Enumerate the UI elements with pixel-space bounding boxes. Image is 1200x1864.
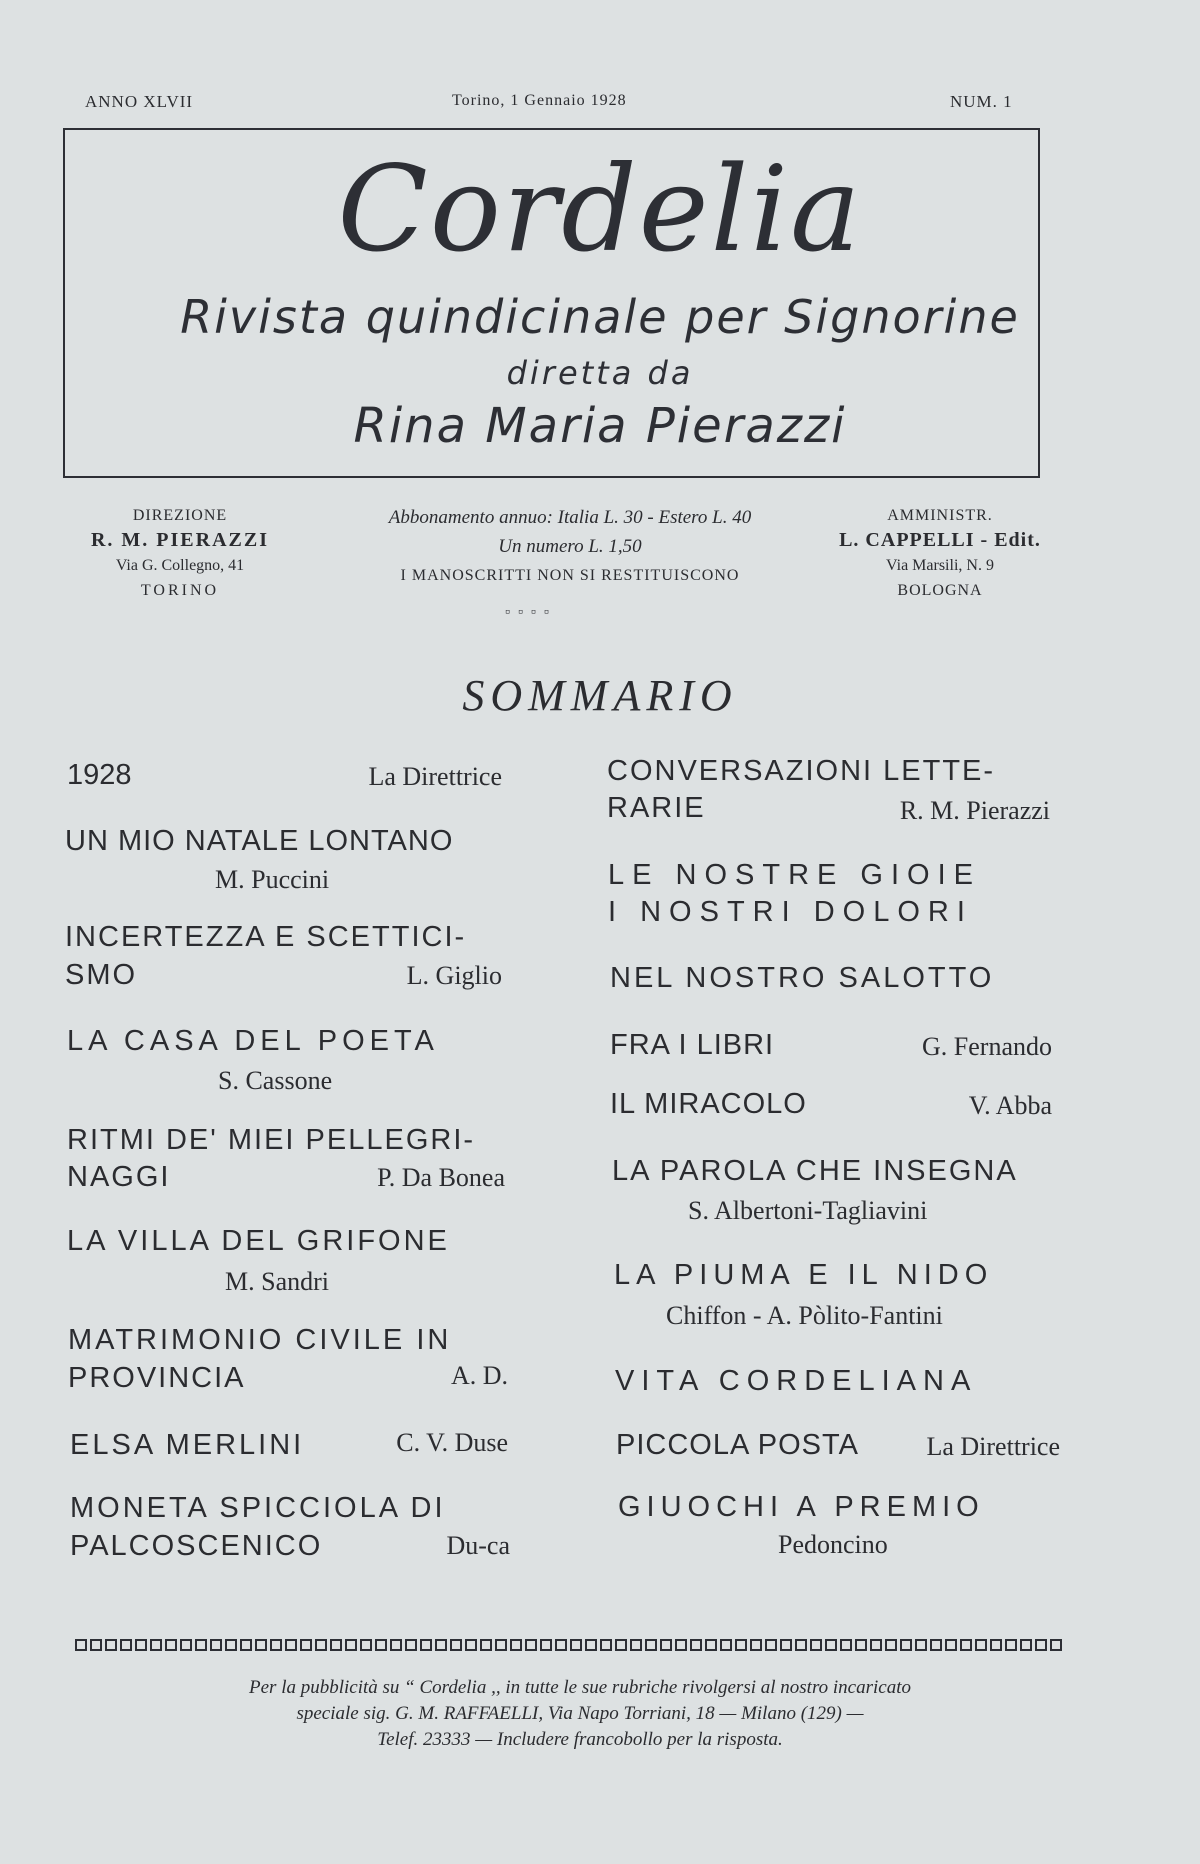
divider-square: [780, 1639, 792, 1651]
ad-line-1: Per la pubblicità su “ Cordelia ,, in tutte le sue rubriche rivolgersi al nostro incaricato: [249, 1677, 911, 1698]
magazine-subtitle: Rivista quindicinale per Signorine: [180, 290, 1020, 344]
ornament: ▫▫▫▫: [505, 605, 557, 620]
director-name: Rina Maria Pierazzi: [353, 398, 847, 454]
divider-square: [690, 1639, 702, 1651]
toc-item-title-cont: PALCOSCENICO: [70, 1530, 323, 1562]
amministrazione-block: [820, 503, 1060, 603]
issue-year: ANNO XLVII: [85, 92, 194, 111]
advertising-notice: [120, 1675, 1040, 1753]
square-divider: [75, 1638, 1065, 1658]
toc-item-title: MONETA SPICCIOLA DI: [70, 1492, 446, 1524]
directed-by: diretta da: [506, 354, 694, 392]
divider-square: [615, 1639, 627, 1651]
divider-square: [270, 1639, 282, 1651]
divider-square: [1050, 1639, 1062, 1651]
divider-square: [285, 1639, 297, 1651]
toc-item-title: FRA I LIBRI: [610, 1029, 775, 1061]
toc-item-title-cont: PROVINCIA: [68, 1362, 246, 1394]
subscription-price: Abbonamento annuo: Italia L. 30 - Estero L. 40: [388, 507, 752, 528]
amministrazione-city: BOLOGNA: [897, 582, 983, 599]
divider-square: [945, 1639, 957, 1651]
toc-item-author: M. Sandri: [225, 1267, 329, 1296]
divider-square: [645, 1639, 657, 1651]
divider-square: [855, 1639, 867, 1651]
toc-item-title: ELSA MERLINI: [70, 1429, 305, 1461]
amministrazione-label: AMMINISTR.: [887, 507, 993, 524]
toc-item-author: Chiffon - A. Pòlito-Fantini: [666, 1301, 943, 1330]
toc-item-author: S. Albertoni-Tagliavini: [688, 1196, 928, 1225]
sommario-heading: SOMMARIO: [462, 671, 738, 720]
divider-square: [105, 1639, 117, 1651]
divider-square: [450, 1639, 462, 1651]
divider-square: [885, 1639, 897, 1651]
divider-square: [315, 1639, 327, 1651]
divider-square: [915, 1639, 927, 1651]
divider-square: [810, 1639, 822, 1651]
divider-square: [795, 1639, 807, 1651]
direzione-city: TORINO: [140, 582, 220, 599]
divider-square: [960, 1639, 972, 1651]
toc-item-title-cont: I NOSTRI DOLORI: [608, 896, 973, 928]
ad-line-3: Telef. 23333 — Includere francobollo per la risposta.: [377, 1729, 783, 1750]
divider-square: [1020, 1639, 1032, 1651]
direzione-block: [60, 503, 300, 603]
divider-square: [675, 1639, 687, 1651]
ad-line-2: speciale sig. G. M. RAFFAELLI, Via Napo Torriani, 18 — Milano (129) —: [296, 1703, 864, 1724]
toc-item-title: NEL NOSTRO SALOTTO: [610, 962, 995, 994]
toc-item-title-cont: SMO: [65, 959, 138, 991]
toc-item-author: L. Giglio: [406, 961, 502, 990]
manuscripts-notice: I MANOSCRITTI NON SI RESTITUISCONO: [400, 567, 740, 584]
toc-item-author: P. Da Bonea: [377, 1163, 505, 1192]
divider-square: [165, 1639, 177, 1651]
toc-item-author: R. M. Pierazzi: [899, 796, 1050, 825]
divider-square: [495, 1639, 507, 1651]
toc-item-title: LA CASA DEL POETA: [67, 1025, 439, 1057]
divider-square: [525, 1639, 537, 1651]
divider-square: [765, 1639, 777, 1651]
toc-item-title: IL MIRACOLO: [610, 1088, 807, 1120]
issue-number: NUM. 1: [950, 92, 1013, 111]
divider-square: [930, 1639, 942, 1651]
toc-item-title: MATRIMONIO CIVILE IN: [68, 1324, 452, 1356]
toc-item-author: La Direttrice: [926, 1432, 1060, 1461]
toc-item-title: VITA CORDELIANA: [615, 1365, 978, 1397]
divider-square: [1035, 1639, 1047, 1651]
toc-item-title: GIUOCHI A PREMIO: [618, 1491, 985, 1523]
divider-square: [705, 1639, 717, 1651]
divider-square: [195, 1639, 207, 1651]
divider-square: [435, 1639, 447, 1651]
divider-square: [600, 1639, 612, 1651]
direzione-label: DIREZIONE: [132, 507, 228, 524]
magazine-title: Cordelia: [337, 140, 863, 278]
divider-square: [825, 1639, 837, 1651]
direzione-name: R. M. PIERAZZI: [90, 529, 269, 551]
divider-square: [465, 1639, 477, 1651]
toc-item-author: G. Fernando: [922, 1032, 1052, 1061]
divider-square: [630, 1639, 642, 1651]
amministrazione-address: Via Marsili, N. 9: [886, 557, 994, 574]
divider-square: [210, 1639, 222, 1651]
divider-square: [135, 1639, 147, 1651]
toc-item-author: Du-ca: [446, 1531, 510, 1560]
toc-item-title: 1928: [67, 759, 132, 791]
divider-square: [870, 1639, 882, 1651]
subscription-block: [300, 505, 840, 588]
toc-item-title: INCERTEZZA E SCETTICI-: [65, 921, 467, 953]
divider-square: [660, 1639, 672, 1651]
divider-square: [360, 1639, 372, 1651]
divider-square: [585, 1639, 597, 1651]
amministrazione-name: L. CAPPELLI - Edit.: [839, 529, 1041, 551]
divider-square: [345, 1639, 357, 1651]
divider-square: [420, 1639, 432, 1651]
divider-square: [330, 1639, 342, 1651]
divider-square: [90, 1639, 102, 1651]
divider-square: [735, 1639, 747, 1651]
toc-item-title: LA PAROLA CHE INSEGNA: [612, 1155, 1018, 1187]
direzione-address: Via G. Collegno, 41: [115, 557, 245, 574]
divider-square: [300, 1639, 312, 1651]
toc-item-title-cont: RARIE: [607, 792, 706, 824]
issue-date: Torino, 1 Gennaio 1928: [452, 92, 627, 109]
divider-square: [540, 1639, 552, 1651]
toc-item-title: LE NOSTRE GIOIE: [608, 859, 981, 891]
divider-square: [720, 1639, 732, 1651]
divider-square: [180, 1639, 192, 1651]
divider-square: [750, 1639, 762, 1651]
toc-item-title: PICCOLA POSTA: [616, 1429, 859, 1461]
divider-square: [120, 1639, 132, 1651]
toc-item-author: C. V. Duse: [396, 1428, 508, 1457]
divider-square: [480, 1639, 492, 1651]
toc-item-title: LA VILLA DEL GRIFONE: [67, 1225, 450, 1257]
divider-square: [255, 1639, 267, 1651]
divider-square: [405, 1639, 417, 1651]
toc-item-title: UN MIO NATALE LONTANO: [65, 825, 454, 857]
toc-item-author: V. Abba: [968, 1091, 1052, 1120]
toc-item-title: CONVERSAZIONI LETTE-: [607, 755, 996, 787]
toc-item-title: RITMI DE' MIEI PELLEGRI-: [67, 1124, 476, 1156]
divider-square: [510, 1639, 522, 1651]
toc-item-author: S. Cassone: [218, 1066, 333, 1095]
divider-square: [840, 1639, 852, 1651]
toc-item-title-cont: NAGGI: [67, 1161, 171, 1193]
divider-square: [390, 1639, 402, 1651]
toc-item-author: Pedoncino: [778, 1530, 888, 1559]
divider-square: [975, 1639, 987, 1651]
divider-square: [570, 1639, 582, 1651]
divider-square: [150, 1639, 162, 1651]
toc-item-title: LA PIUMA E IL NIDO: [614, 1259, 994, 1291]
divider-square: [900, 1639, 912, 1651]
divider-square: [1005, 1639, 1017, 1651]
divider-square: [375, 1639, 387, 1651]
divider-square: [990, 1639, 1002, 1651]
single-issue-price: Un numero L. 1,50: [498, 536, 642, 557]
toc-item-author: A. D.: [450, 1361, 508, 1390]
divider-square: [240, 1639, 252, 1651]
toc-item-author: M. Puccini: [215, 865, 330, 894]
divider-square: [225, 1639, 237, 1651]
divider-square: [555, 1639, 567, 1651]
divider-square: [75, 1639, 87, 1651]
toc-item-author: La Direttrice: [368, 762, 502, 791]
